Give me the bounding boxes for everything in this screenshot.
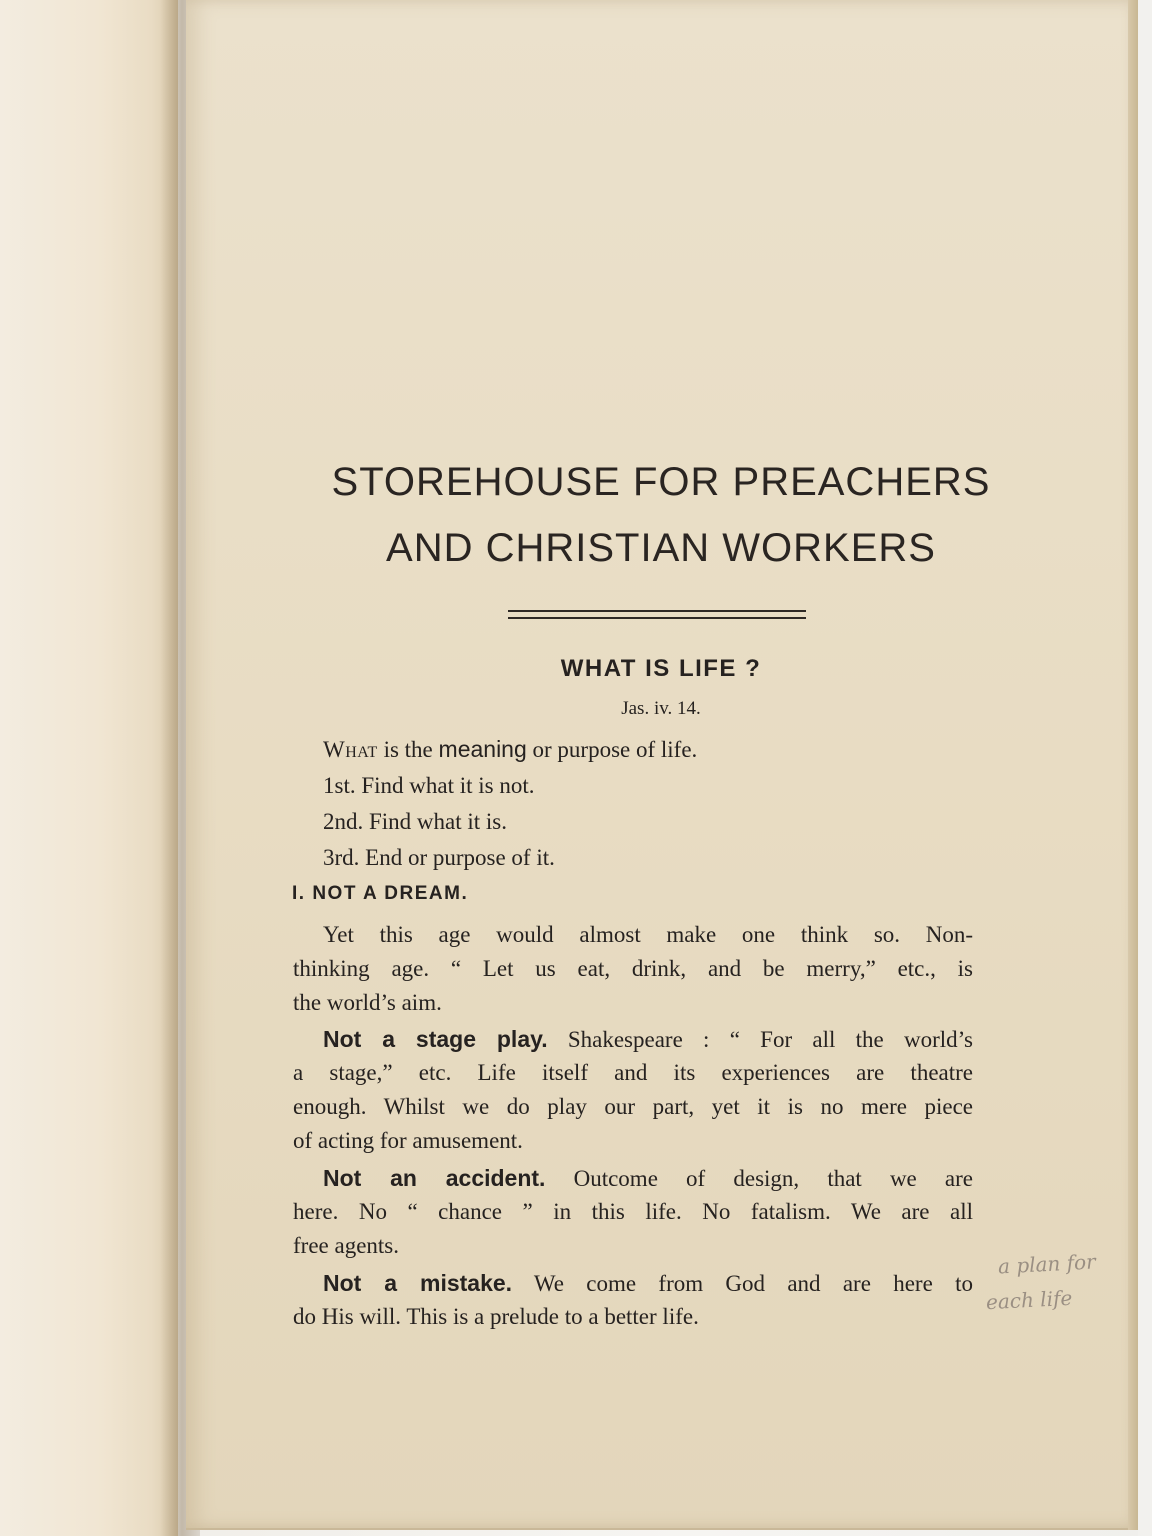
paragraph-4-lead: Not a mistake. <box>323 1270 513 1296</box>
paragraph-2-line-3: enough. Whilst we do play our part, yet it is no mere piece <box>293 1094 973 1119</box>
paragraph-3-lead: Not an accident. <box>323 1165 546 1191</box>
book-title-line-1: STOREHOUSE FOR PREACHERS <box>331 460 991 504</box>
paragraph-3-line-1-text: Outcome of design, that we are <box>545 1166 973 1191</box>
intro-line <box>323 736 697 763</box>
intro-point-2: 2nd. Find what it is. <box>323 809 508 834</box>
margin-note-line-2: each life <box>985 1285 1073 1315</box>
paragraph-3-line-3: free agents. <box>293 1233 399 1258</box>
table-surface <box>1138 0 1152 1536</box>
paragraph-4-line-1-text: We come from God and are here to <box>512 1271 973 1296</box>
paragraph-2-line-2: a stage,” etc. Life itself and its experiences are theatre <box>293 1060 973 1085</box>
intro-what: What <box>323 737 378 762</box>
chapter-heading: WHAT IS LIFE ? <box>560 655 762 682</box>
intro-meaning: meaning <box>438 736 527 762</box>
intro-point-1: 1st. Find what it is not. <box>323 773 535 798</box>
paragraph-2-lead: Not a stage play. <box>323 1026 548 1052</box>
paragraph-2-line-1-text: Shakespeare : “ For all the world’s <box>547 1027 973 1052</box>
paragraph-4-line-1 <box>323 1270 973 1297</box>
paragraph-2-line-1 <box>323 1026 973 1053</box>
paragraph-3-line-1 <box>323 1165 973 1192</box>
page-content <box>186 0 1136 1528</box>
section-heading: I. NOT A DREAM. <box>292 883 469 904</box>
margin-note-line-1: a plan for <box>997 1249 1097 1279</box>
paragraph-1-line-2: thinking age. “ Let us eat, drink, and be merry,” etc., is <box>293 956 973 981</box>
intro-rest: or purpose of life. <box>526 737 698 762</box>
left-page <box>0 0 178 1536</box>
paragraph-4-line-2: do His will. This is a prelude to a better life. <box>293 1304 699 1329</box>
paragraph-1-line-3: the world’s aim. <box>293 990 442 1015</box>
paragraph-1-line-1: Yet this age would almost make one think so. Non- <box>323 922 973 947</box>
double-rule-top <box>508 610 806 612</box>
double-rule-bottom <box>508 617 806 619</box>
book-title-line-2: AND CHRISTIAN WORKERS <box>386 526 936 570</box>
intro-point-3: 3rd. End or purpose of it. <box>323 845 555 870</box>
intro-is-the: is the <box>377 737 439 762</box>
paragraph-3-line-2: here. No “ chance ” in this life. No fatalism. We are all <box>293 1199 973 1224</box>
paragraph-2-line-4: of acting for amusement. <box>293 1128 523 1153</box>
scripture-reference: Jas. iv. 14. <box>621 698 701 719</box>
